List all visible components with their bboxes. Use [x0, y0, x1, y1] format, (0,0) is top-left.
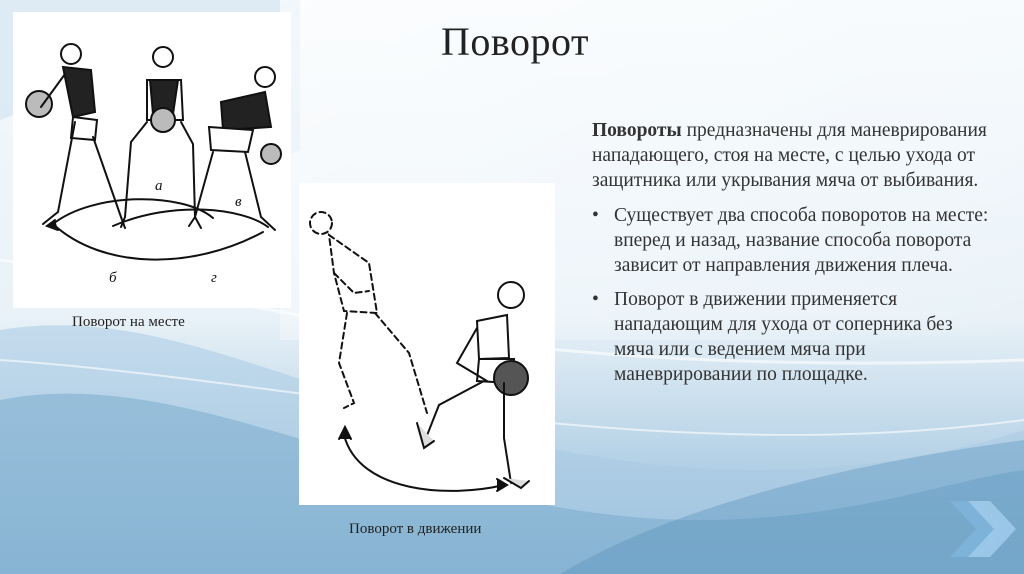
turn-in-motion-illustration [299, 183, 555, 505]
bullet-text: Существует два способа поворотов на месте: вперед и назад, название способа поворота зависит от направления движения плеча. [614, 205, 989, 276]
slide-text [592, 118, 997, 396]
turn-in-place-illustration [13, 12, 291, 308]
bullet-item [592, 203, 997, 278]
label-g: г [211, 270, 217, 286]
slide-title: Поворот [441, 19, 589, 64]
intro-bold-term: Повороты [592, 120, 682, 141]
player-head [61, 44, 81, 64]
label-v: в [235, 194, 242, 210]
bullet-dot: • [592, 205, 599, 226]
label-a: а [155, 178, 163, 194]
intro-paragraph [592, 118, 997, 193]
bullet-item [592, 287, 997, 387]
bullet-dot: • [592, 289, 599, 310]
label-b: б [109, 270, 117, 286]
turn-in-place-caption: Поворот на месте [72, 314, 185, 330]
intro-text: предназначены для маневрирования нападающего, стоя на месте, с целью ухода от защитника или укрывания мяча от выбивания. [592, 120, 987, 191]
next-slide-button[interactable] [946, 497, 1018, 561]
bullet-list [592, 203, 997, 387]
bullet-text: Поворот в движении применяется нападающим для ухода от соперника без мяча или с ведением мяча при маневрировании по площадке. [614, 289, 953, 385]
chevron-right-icon [946, 497, 1018, 561]
turn-in-motion-caption: Поворот в движении [349, 521, 482, 537]
